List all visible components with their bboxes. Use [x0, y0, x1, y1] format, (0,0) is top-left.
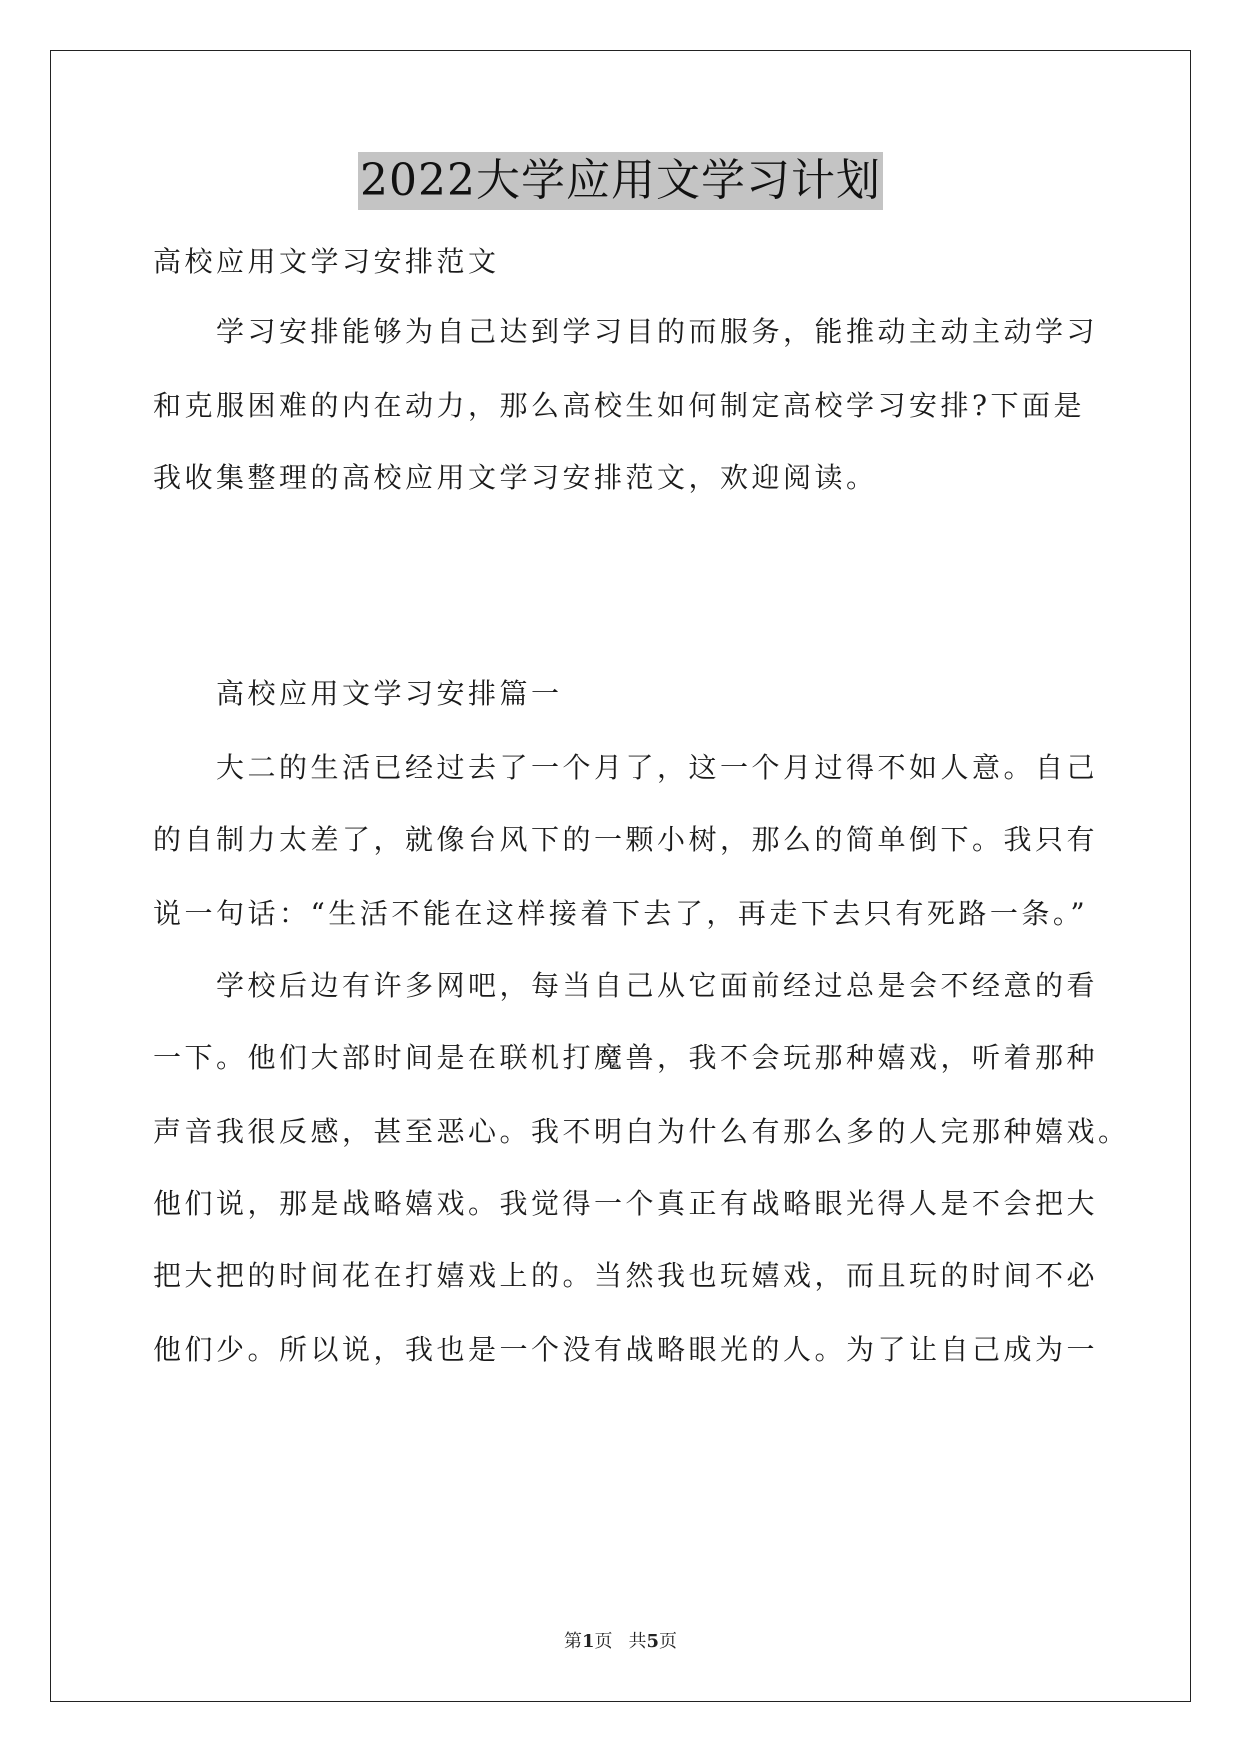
page-border — [50, 50, 1191, 1702]
paragraph-line: 他们说，那是战略嬉戏。我觉得一个真正有战略眼光得人是不会把大 — [153, 1187, 1099, 1220]
subtitle-line: 高校应用文学习安排范文 — [153, 245, 500, 278]
paragraph-line: 我收集整理的高校应用文学习安排范文，欢迎阅读。 — [153, 461, 878, 494]
paragraph-line: 他们少。所以说，我也是一个没有战略眼光的人。为了让自己成为一 — [153, 1333, 1099, 1366]
paragraph-line: 的自制力太差了，就像台风下的一颗小树，那么的简单倒下。我只有 — [153, 823, 1099, 856]
page-suffix: 页 — [594, 1631, 613, 1652]
paragraph-line: 声音我很反感，甚至恶心。我不明白为什么有那么多的人完那种嬉戏。 — [153, 1115, 1130, 1148]
paragraph-line: 学校后边有许多网吧，每当自己从它面前经过总是会不经意的看 — [216, 969, 1099, 1002]
title-container — [0, 152, 1241, 210]
page-total: 5 — [646, 1631, 660, 1652]
paragraph-line: 说一句话：“生活不能在这样接着下去了，再走下去只有死路一条。” — [153, 897, 1089, 930]
paragraph-line: 学习安排能够为自己达到学习目的而服务，能推动主动主动学习 — [216, 315, 1099, 348]
paragraph-line: 大二的生活已经过去了一个月了，这一个月过得不如人意。自己 — [216, 751, 1099, 784]
paragraph-line: 和克服困难的内在动力，那么高校生如何制定高校学习安排?下面是 — [153, 389, 1086, 422]
page-current: 1 — [581, 1631, 595, 1652]
paragraph-line: 一下。他们大部时间是在联机打魔兽，我不会玩那种嬉戏，听着那种 — [153, 1041, 1099, 1074]
document-title: 2022大学应用文学习计划 — [358, 152, 883, 210]
total-suffix: 页 — [659, 1631, 678, 1652]
paragraph-line: 把大把的时间花在打嬉戏上的。当然我也玩嬉戏，而且玩的时间不必 — [153, 1259, 1099, 1292]
page-prefix: 第 — [563, 1631, 582, 1652]
page-footer — [0, 1630, 1241, 1654]
section-heading: 高校应用文学习安排篇一 — [216, 677, 563, 710]
total-prefix: 共 — [628, 1631, 647, 1652]
